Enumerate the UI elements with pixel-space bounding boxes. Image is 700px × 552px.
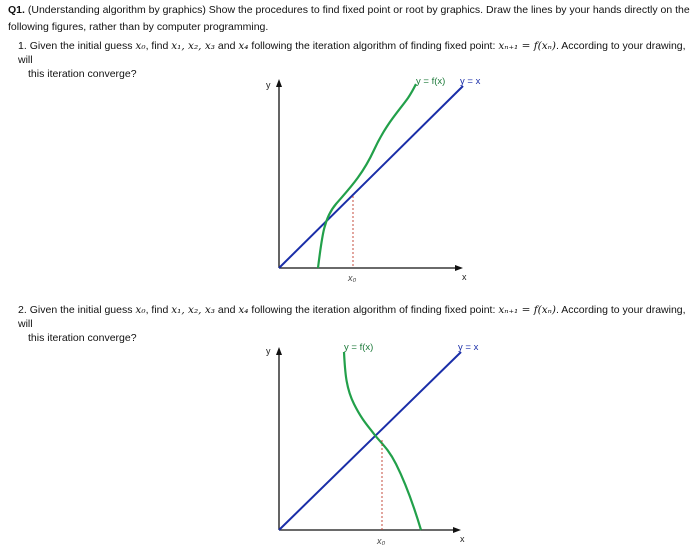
part-1-line2: this iteration converge?	[28, 68, 137, 80]
part-2-line2: this iteration converge?	[28, 332, 137, 344]
part-2-post: . According to your drawing, will	[18, 304, 686, 330]
part-2-x4: x₄	[238, 304, 249, 316]
figure-1-y-arrow	[276, 79, 282, 87]
part-1-x4: x₄	[238, 40, 249, 52]
figure-2-x-arrow	[453, 527, 461, 533]
part-1-formula: xₙ₊₁ = f(xₙ)	[498, 40, 556, 52]
part-2-mid3: following the iteration algorithm of finding fixed point:	[248, 304, 499, 316]
figure-1-x0-label: x₀	[348, 273, 357, 283]
part-1-post: . According to your drawing, will	[18, 40, 686, 66]
figure-1-x-label: x	[462, 272, 467, 282]
figure-2-x-label: x	[460, 534, 465, 544]
part-2-pre: Given the initial guess	[29, 304, 136, 316]
part-1-pre: Given the initial guess	[29, 40, 136, 52]
figure-2-x0-label: x₀	[377, 536, 386, 546]
part-2-formula: xₙ₊₁ = f(xₙ)	[498, 304, 556, 316]
figure-2-curve-label: y = f(x)	[344, 342, 374, 353]
figure-1-curve	[318, 84, 416, 268]
figure-1-x-arrow	[455, 265, 463, 271]
part-1-xs: x₁, x₂, x₃	[171, 40, 215, 52]
part-2-number: 2.	[18, 304, 27, 316]
part-1-number: 1.	[18, 40, 27, 52]
figure-1	[0, 68, 700, 290]
part-2-x0: x₀	[135, 304, 146, 316]
figure-2-y-label: y	[266, 346, 271, 356]
part-1-mid1: , find	[145, 40, 172, 52]
figure-2-curve	[344, 352, 421, 530]
part-1-mid3: following the iteration algorithm of finding fixed point:	[248, 40, 499, 52]
question-intro	[8, 2, 692, 36]
question-text: (Understanding algorithm by graphics) Show the procedures to find fixed point or root by graphics. Draw the lines by your hands directly on the following figures, rather than by computer programming.	[8, 4, 690, 33]
part-2-mid2: and	[215, 304, 239, 316]
figure-1-curve-label: y = f(x)	[416, 76, 446, 87]
figure-1-line-label: y = x	[460, 76, 481, 87]
figure-2-y-arrow	[276, 347, 282, 355]
part-1-mid2: and	[215, 40, 239, 52]
question-heading: Q1.	[8, 4, 25, 16]
figure-2	[0, 334, 700, 552]
figure-2-line-label: y = x	[458, 342, 479, 353]
part-2-xs: x₁, x₂, x₃	[171, 304, 215, 316]
part-1-x0: x₀	[135, 40, 146, 52]
part-2-mid1: , find	[145, 304, 172, 316]
figure-1-y-label: y	[266, 80, 271, 90]
figure-1-identity-line	[279, 86, 463, 268]
figure-2-identity-line	[279, 352, 461, 530]
